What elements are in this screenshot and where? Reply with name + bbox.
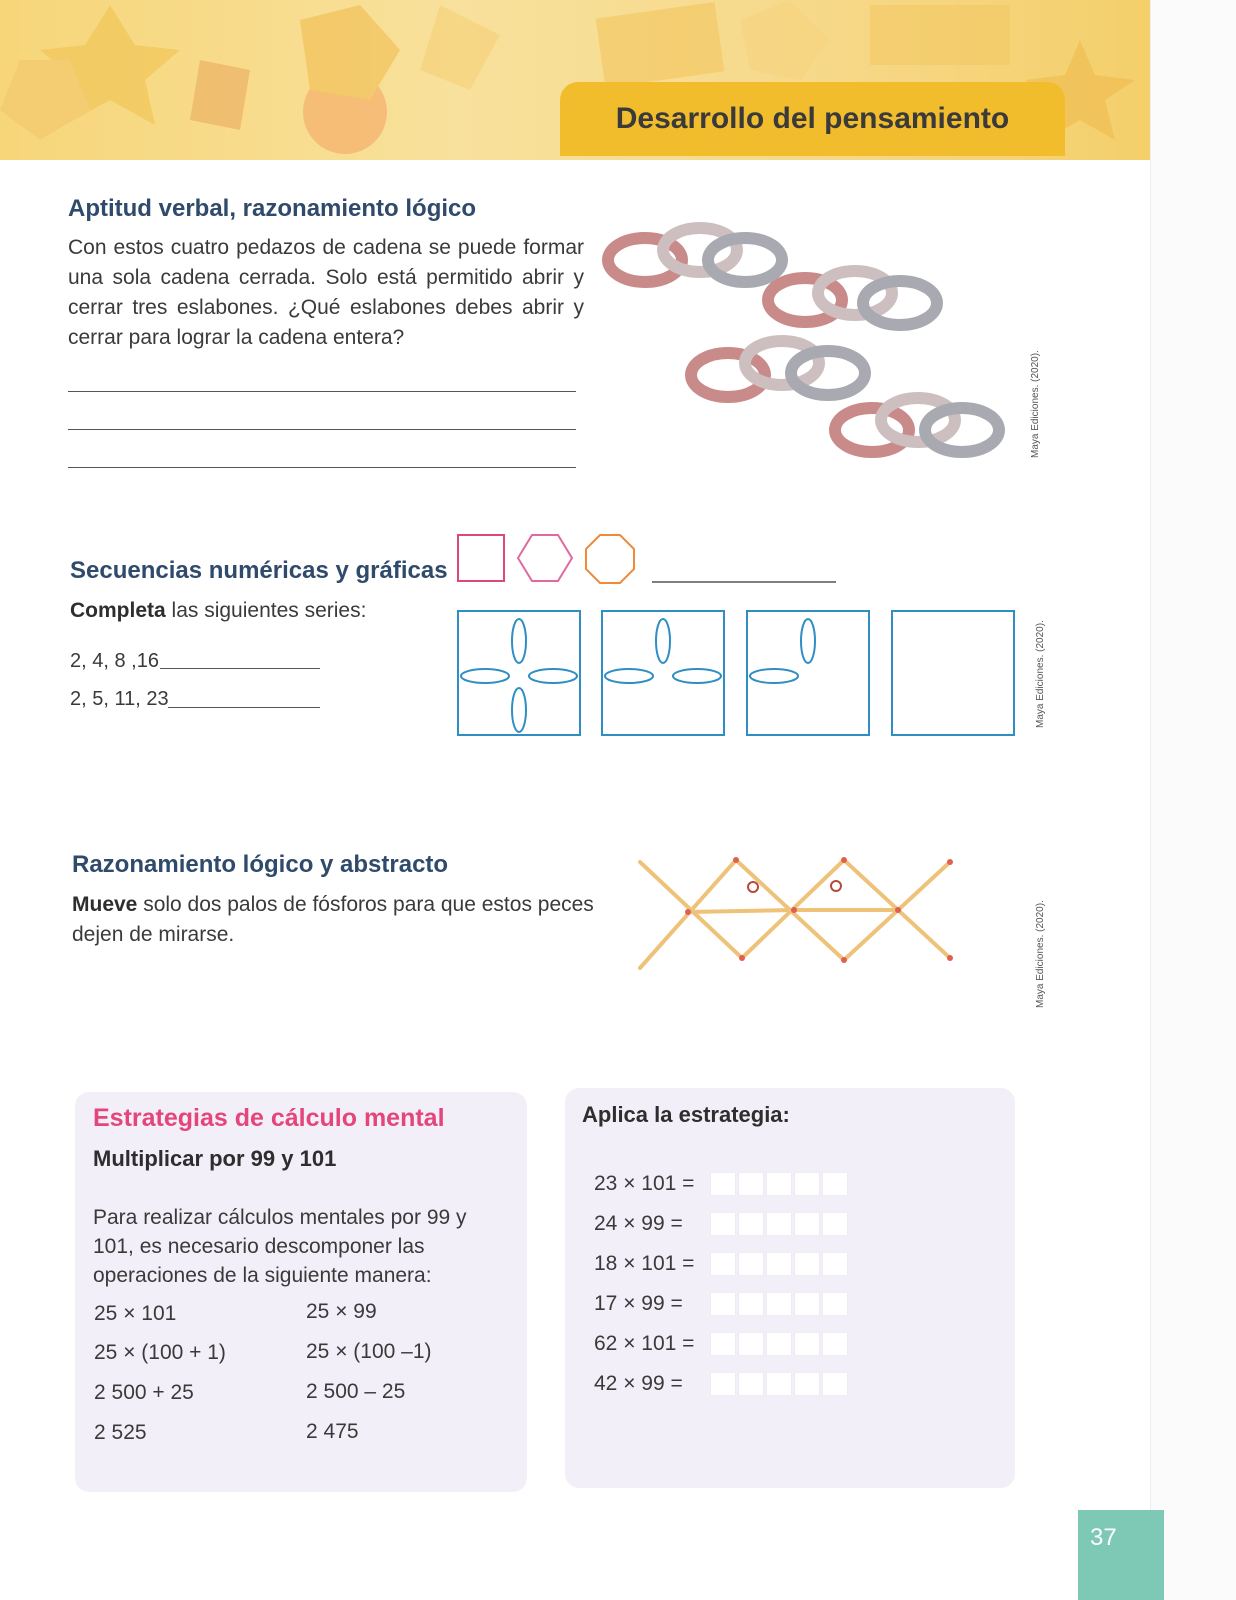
header-title: Desarrollo del pensamiento	[615, 102, 1010, 135]
exercise-row-3	[594, 1252, 848, 1276]
series-row-1	[70, 650, 159, 673]
matchstick-instruction	[72, 890, 602, 950]
exercise-6-expression: 42 × 99 =	[594, 1372, 683, 1395]
exercise-5-expression: 62 × 101 =	[594, 1332, 695, 1355]
answer-line-3[interactable]	[68, 467, 576, 468]
exercise-row-6	[594, 1372, 848, 1396]
apply-strategy-title: Aplica la estrategia:	[582, 1102, 790, 1127]
exercise-5-answer-boxes[interactable]	[710, 1332, 848, 1356]
example-99-step-3: 2 500 – 25	[306, 1380, 406, 1403]
exercise-3-expression: 18 × 101 =	[594, 1252, 695, 1275]
page-number-tab	[1078, 1510, 1164, 1600]
exercise-1-answer-boxes[interactable]	[710, 1172, 848, 1196]
instruction-verb: Completa	[70, 599, 166, 622]
example-101-step-2: 25 × (100 + 1)	[94, 1341, 226, 1364]
fish-eye-left	[748, 882, 758, 892]
instruction-text: las siguientes series:	[165, 599, 367, 622]
series-instruction	[70, 596, 366, 626]
example-101-step-3: 2 500 + 25	[94, 1381, 194, 1404]
chain-problem-text: Con estos cuatro pedazos de cadena se puede formar una sola cadena cerrada. Solo está permitido abrir y cerrar tres eslabones. ¿Qué eslabones debes abrir y cerrar para lograr la cadena entera?	[68, 236, 584, 349]
section-header-tab	[560, 82, 1065, 156]
binding-edge	[0, 160, 10, 1600]
instruction-verb-move: Mueve	[72, 893, 138, 916]
exercise-3-answer-boxes[interactable]	[710, 1252, 848, 1276]
series-row-2	[70, 688, 169, 711]
mental-math-explanation: Para realizar cálculos mentales por 99 y 101, es necesario descomponer las operaciones de la siguiente manera:	[93, 1206, 467, 1287]
series-1-answer[interactable]	[160, 668, 320, 669]
exercise-row-1	[594, 1172, 848, 1196]
fish-eye-right	[831, 881, 841, 891]
chain-pieces-illustration	[600, 215, 1020, 465]
exercise-row-4	[594, 1292, 848, 1316]
exercise-4-expression: 17 × 99 =	[594, 1292, 683, 1315]
exercise-1-expression: 23 × 101 =	[594, 1172, 695, 1195]
answer-line-2[interactable]	[68, 429, 576, 430]
example-99-step-2: 25 × (100 –1)	[306, 1340, 432, 1363]
matchstick-fish-illustration	[630, 850, 970, 980]
image-credit-2: Maya Ediciones. (2020).	[1035, 620, 1046, 728]
exercise-2-answer-boxes[interactable]	[710, 1212, 848, 1236]
example-101-step-1: 25 × 101	[94, 1302, 177, 1325]
apply-strategy-panel	[565, 1088, 1015, 1488]
example-101-step-4: 2 525	[94, 1421, 147, 1444]
page-number: 37	[1090, 1524, 1117, 1551]
exercise-6-answer-boxes[interactable]	[710, 1372, 848, 1396]
series-2-values: 2, 5, 11, 23	[70, 688, 169, 710]
example-99-step-1: 25 × 99	[306, 1300, 377, 1323]
mental-math-title: Estrategias de cálculo mental	[93, 1104, 445, 1132]
instruction-text-move: solo dos palos de fósforos para que estos peces dejen de mirarse.	[72, 893, 594, 946]
section-title-verbal: Aptitud verbal, razonamiento lógico	[68, 195, 477, 222]
polygon-sequence-illustration	[450, 525, 850, 595]
oval-sequence-frames	[455, 606, 1020, 741]
exercise-4-answer-boxes[interactable]	[710, 1292, 848, 1316]
mental-math-subtitle: Multiplicar por 99 y 101	[93, 1146, 337, 1171]
section-title-logic: Razonamiento lógico y abstracto	[72, 851, 449, 878]
series-1-values: 2, 4, 8 ,16	[70, 650, 159, 672]
section-title-sequences: Secuencias numéricas y gráficas	[70, 557, 448, 584]
image-credit-1: Maya Ediciones. (2020).	[1030, 350, 1041, 458]
answer-line-1[interactable]	[68, 391, 576, 392]
exercise-2-expression: 24 × 99 =	[594, 1212, 683, 1235]
exercise-row-2	[594, 1212, 848, 1236]
series-2-answer[interactable]	[168, 707, 320, 708]
page-edge	[1150, 0, 1236, 1600]
exercise-row-5	[594, 1332, 848, 1356]
image-credit-3: Maya Ediciones. (2020).	[1035, 900, 1046, 1008]
example-99-step-4: 2 475	[306, 1420, 359, 1443]
